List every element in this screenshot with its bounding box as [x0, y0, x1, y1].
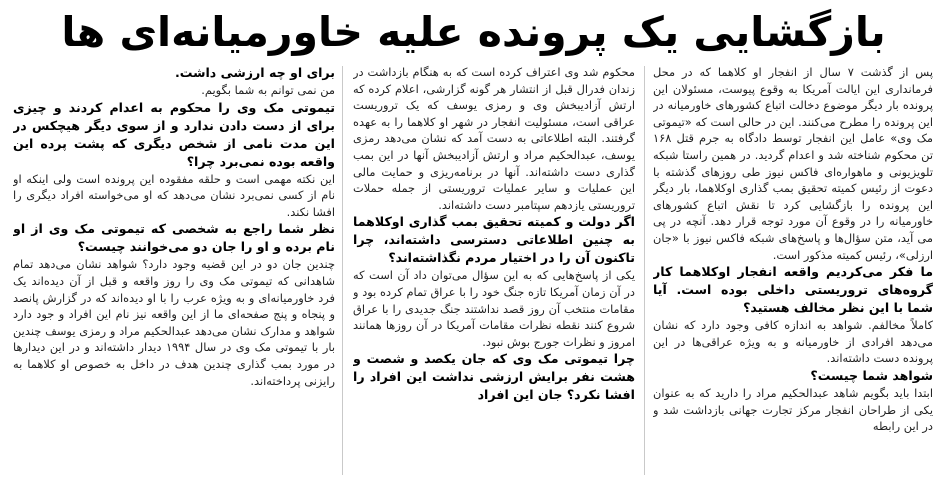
- column-divider: [342, 66, 343, 475]
- question-1: ما فکر می‌کردیم واقعه انفجار اوکلاهما کار گروه‌های تروریستی داخلی بوده است. آیا شما با این نظر مخالف هستید؟: [653, 264, 933, 316]
- answer-4: من نمی توانم به شما بگویم.: [201, 83, 335, 97]
- intro-paragraph: پس از گذشت ۷ سال از انفجار او کلاهما که در محل فرمانداری این ایالت آمریکا به وقوع پیوست، مسئولان این پرونده بار دیگر موضوع دخالت اتباع کشورهای خاورمیانه در این پرونده را مطرح می‌کنند. این در حالی است که «تیموتی مک وی» عامل این انفجار توسط دادگاه به جرم قتل ۱۶۸ تن محکوم شناخته شد و اعدام گردید. در همین راستا شبکه تلویزیونی و ماهواره‌ای فاکس نیوز طی روزهای گذشته با دعوت از رئیس کمیته تحقیق بمب گذاری اوکلاهما، بار دیگر این پرونده را بازگشایی کرد تا نقش اتباع کشورهای خاورمیانه را در وقوع آن مورد توجه قرار دهد. آنچه در پی می آید، متن سؤال‌ها و پاسخ‌های شبکه فاکس نیوز با «جان ارزلی»، رئیس کمیته مذکور است.: [653, 65, 933, 262]
- article-column-1: [653, 64, 933, 476]
- article-column-2: [353, 64, 635, 476]
- question-2: شواهد شما چیست؟: [810, 367, 933, 383]
- column-divider: [644, 66, 645, 475]
- question-5: تیموتی مک وی را محکوم به اعدام کردند و چیزی برای از دست دادن ندارد و از سوی دیگر هیچکس در این مدت نامی از شخص دیگری که پشت پرده این واقعه بوده نمی‌برد چرا؟: [13, 99, 335, 169]
- answer-2-continued: محکوم شد وی اعتراف کرده است که به هنگام بازداشت در زندان فدرال قبل از انتشار هر گونه گزارشی، اعلام کرده که ارتش آزادیبخش وی و رمزی یوسف که یک تروریست عراقی است، مسئولیت انفجار در شهر او کلاهما را به عهده گرفتند. البته اطلاعاتی به دست آمد که نشان می‌دهد رمزی یوسف، عبدالحکیم مراد و ارتش آزادیبخش آنها در این بمب گذاری دست داشته‌اند. آنها در برنامه‌ریزی و حمایت مالی این عملیات و سایر عملیات تروریستی از جمله حملات تروریستی یازدهم سپتامبر دست داشته‌اند.: [353, 65, 635, 212]
- article-column-3: [13, 64, 335, 476]
- headline: بازگشایی یک پرونده علیه خاورمیانه‌ای ها: [61, 8, 886, 56]
- answer-2: ابتدا باید بگویم شاهد عبدالحکیم مراد را دارید که به عنوان یکی از طراحان انفجار مرکز تجارت جهانی بازداشت شد و در این رابطه: [653, 385, 933, 434]
- question-4: چرا تیموتی مک وی که جان یکصد و شصت و هشت نفر برایش ارزشی نداشت این افراد را افشا نکرد؟ جان این افراد: [353, 351, 635, 403]
- question-6: نظر شما راجع به شخصی که تیموتی مک وی از او نام برده و او را جان دو می‌خوانند چیست؟: [13, 221, 335, 255]
- answer-5: این نکته مهمی است و حلقه مفقوده این پرونده است ولی اینکه او نام از کسی نمی‌برد نشان می‌دهد که او می‌خواسته افراد دیگری را افشا نکند.: [13, 171, 335, 219]
- answer-1: کاملاً مخالفم. شواهد به اندازه کافی وجود دارد که نشان می‌دهد افرادی از خاورمیانه و به ویژه عراقی‌ها در این پرونده دست داشته‌اند.: [653, 318, 933, 366]
- question-3: اگر دولت و کمیته تحقیق بمب گذاری اوکلاهما به چنین اطلاعاتی دسترسی داشته‌اند، چرا تاکنون آن را در اختیار مردم نگذاشته‌اند؟: [353, 214, 635, 266]
- answer-3: یکی از پاسخ‌هایی که به این سؤال می‌توان داد آن است که در آن زمان آمریکا تازه جنگ خود را با عراق تمام کرده بود و مقامات منتخب آن روز قصد نداشتند جنگ جدیدی را با عراق شروع کنند نقطه نظرات مقامات آمریکا در آن روزها همانند امروز و نظرات جورج بوش نبود.: [353, 268, 635, 349]
- question-4-continued: برای او چه ارزشی داشت.: [174, 65, 335, 80]
- answer-6: چندین جان دو در این قضیه وجود دارد؟ شواهد نشان می‌دهد تمام شاهدانی که تیموتی مک وی را روز واقعه و قبل از آن دیده‌اند یک فرد خاورمیانه‌ای و به ویژه عرب را با او دیده‌اند که در گزارش پانصد و پنجاه و پنج صفحه‌ای ما از این واقعه نیز نام این افراد و جود دارد شواهد و مدارک نشان می‌دهد عبدالحکیم مراد و رمزی یوسف چندین بار با تیموتی مک وی در سال ۱۹۹۴ دیدار داشته‌اند و در این دیدارها در مورد بمب گذاری چندین هدف در داخل به خصوص او کلاهما به رایزنی پرداخته‌اند.: [13, 257, 335, 388]
